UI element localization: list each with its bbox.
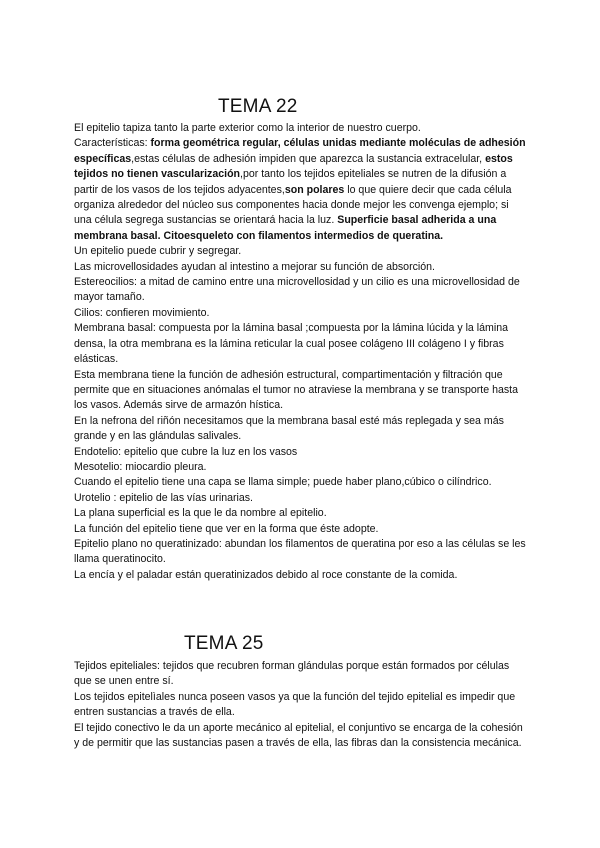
paragraph: La función del epitelio tiene que ver en la forma que éste adopte.: [74, 522, 379, 535]
paragraph: Epitelio plano no queratinizado: abundan los filamentos de queratina por eso a las células se les llama queratinocito.: [74, 537, 526, 566]
bold-text-run: forma geométrica regular, células unidas mediante moléculas de adhesión específicas: [74, 137, 526, 165]
text-run: Características:: [74, 137, 151, 150]
paragraph: Las microvellosidades ayudan al intestino a mejorar su función de absorción.: [74, 260, 435, 273]
characteristics-paragraph: [74, 136, 526, 244]
text-run: lo que quiere decir que cada célula organiza alrededor del núcleo sus componentes hacia donde mejor les convenga ejemplo; si una célula segrega sustancias se orientará hacia la luz.: [74, 183, 512, 227]
paragraph: Un epitelio puede cubrir y segregar.: [74, 245, 242, 258]
paragraph: Tejidos epiteliales: tejidos que recubren forman glándulas porque están formados por células que se unen entre sí.: [74, 660, 510, 688]
tema-22-body: [74, 121, 526, 583]
paragraph: La plana superficial es la que le da nombre al epitelio.: [74, 507, 327, 520]
paragraph: La encía y el paladar están queratinizados debido al roce constante de la comida.: [74, 568, 458, 581]
paragraph: Los tejidos epitelìales nunca poseen vasos ya que la función del tejido epitelial es impedir que entren sustancias a través de ella.: [74, 690, 516, 719]
tema-25-heading: TEMA 25: [184, 633, 264, 654]
paragraph: Mesotelio: miocardio pleura.: [74, 460, 207, 473]
paragraph: Estereocilios: a mitad de camino entre una microvellosidad y un cilio es una microvellosidad de mayor tamaño.: [74, 276, 520, 304]
paragraph: En la nefrona del riñón necesitamos que la membrana basal esté más replegada y sea más grande y en las glándulas salivales.: [74, 414, 504, 443]
text-run: ,estas células de adhesión impiden que aparezca la sustancia extracelular,: [131, 152, 486, 165]
paragraph: El epitelio tapiza tanto la parte exterior como la interior de nuestro cuerpo.: [74, 122, 421, 134]
paragraph: Membrana basal: compuesta por la lámina basal ;compuesta por la lámina lúcida y la lámina densa, la otra membrana es la lámina reticular la cual posee colágeno III colágeno I y fibras elásticas.: [74, 322, 508, 366]
paragraph: Cuando el epitelio tiene una capa se llama simple; puede haber plano,cúbico o cilíndrico.: [74, 476, 492, 489]
paragraph: Urotelio : epitelio de las vías urinarias.: [74, 491, 254, 504]
paragraph: Cilios: confieren movimiento.: [74, 306, 210, 319]
paragraph: Endotelio: epitelio que cubre la luz en los vasos: [74, 445, 298, 458]
bold-text-run: Superficie basal adherida a una membrana basal. Citoesqueleto con filamentos intermedios de queratina.: [74, 214, 497, 242]
tema-22-heading: TEMA 22: [218, 96, 298, 117]
paragraph: Esta membrana tiene la función de adhesión estructural, compartimentación y filtración que permite que en situaciones anómalas el tumor no atraviese la membrana y se transporte hasta los vasos. Además sirve de armazón hística.: [74, 368, 518, 412]
tema-25-body: [74, 659, 526, 751]
text-run: ,por tanto los tejidos epiteliales se nutren de la difusión a partir de los vasos de los tejidos adyacentes,: [74, 168, 507, 196]
bold-text-run: estos tejidos no tienen vascularización: [74, 152, 513, 181]
bold-text-run: son polares: [284, 183, 345, 196]
paragraph: El tejido conectivo le da un aporte mecánico al epitelial, el conjuntivo se encarga de la cohesión y de permitir que las sustancias pasen a través de ella, las fibras dan la consistencia mecánica.: [74, 721, 523, 750]
